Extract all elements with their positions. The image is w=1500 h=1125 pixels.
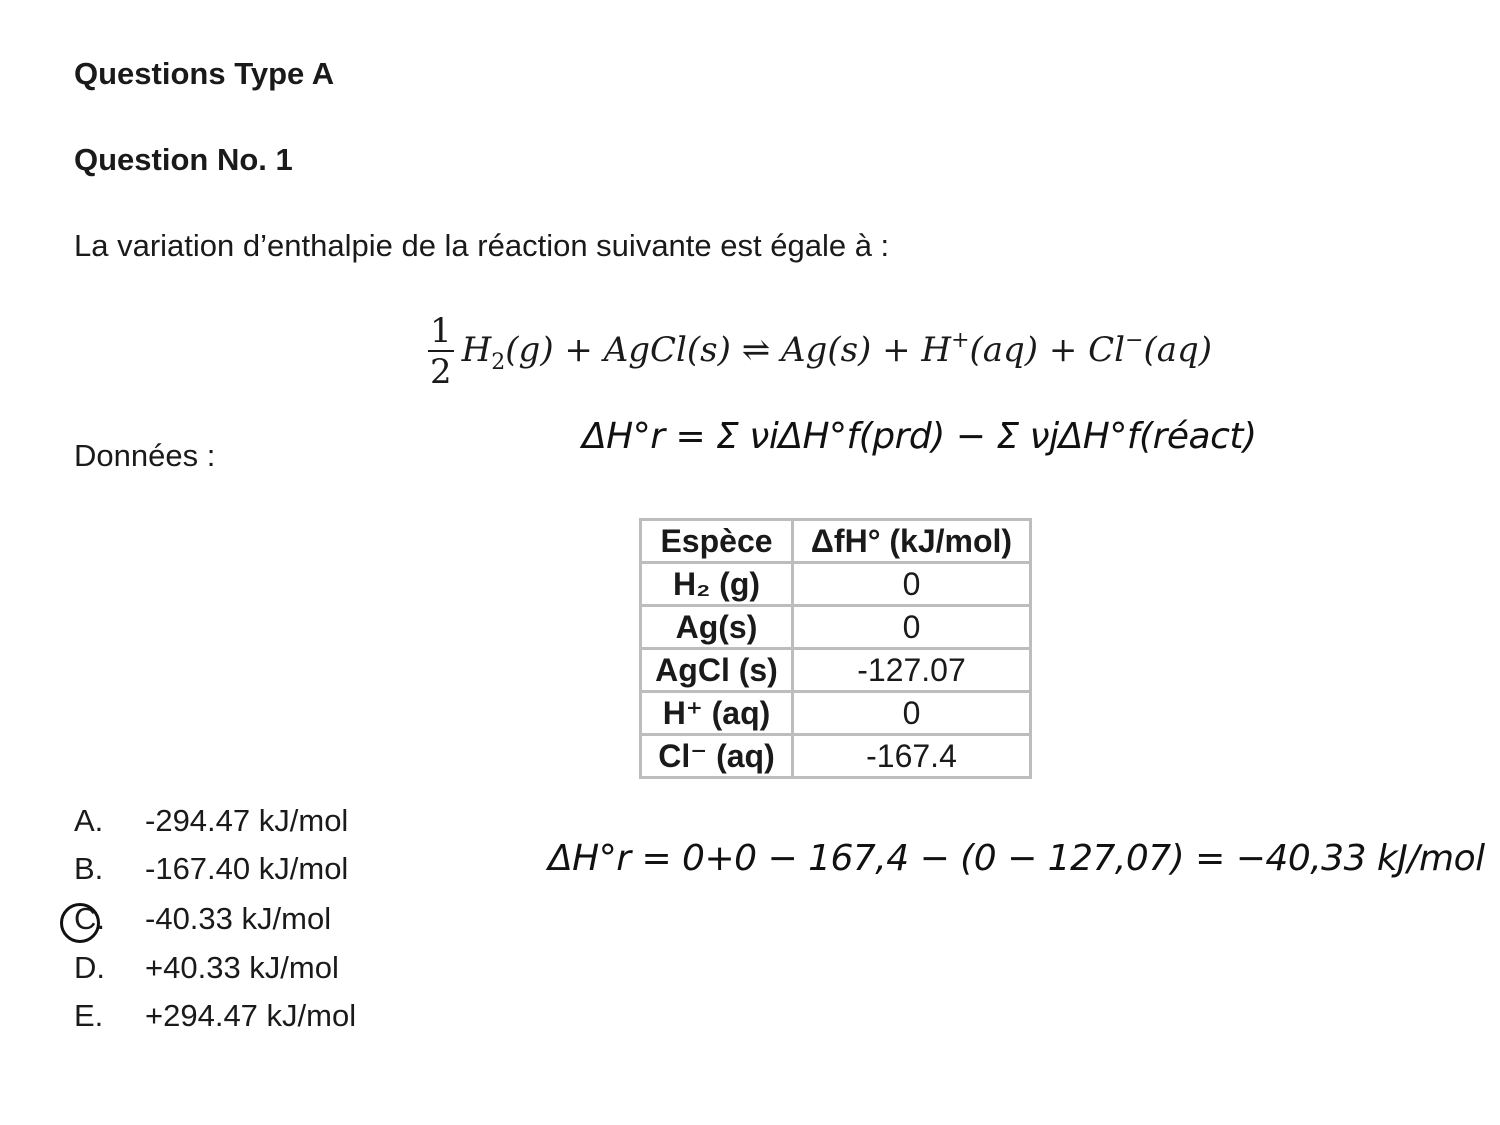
option-b[interactable]: B. -167.40 kJ/mol bbox=[74, 851, 349, 886]
option-a[interactable]: A. -294.47 kJ/mol bbox=[74, 803, 349, 838]
value-cell: -127.07 bbox=[793, 649, 1031, 692]
value-cell: 0 bbox=[793, 692, 1031, 735]
selected-answer-circle-icon bbox=[60, 903, 100, 943]
species-cell: Ag(s) bbox=[641, 606, 793, 649]
handwritten-formula: ΔH°r = Σ νiΔH°f(prd) − Σ νjΔH°f(réact) bbox=[582, 416, 1257, 457]
header-species: Espèce bbox=[641, 520, 793, 563]
value-cell: 0 bbox=[793, 606, 1031, 649]
header-enthalpy: ΔfH° (kJ/mol) bbox=[793, 520, 1031, 563]
species-cell: H₂ (g) bbox=[641, 563, 793, 606]
table-row bbox=[641, 563, 1031, 606]
species-cell: Cl⁻ (aq) bbox=[641, 735, 793, 778]
donnees-label: Données : bbox=[74, 438, 216, 473]
question-number: Question No. 1 bbox=[74, 142, 293, 177]
table-row bbox=[641, 735, 1031, 778]
enthalpy-table bbox=[639, 518, 1032, 779]
value-cell: 0 bbox=[793, 563, 1031, 606]
half-fraction: $\frac{1}{2}$ bbox=[430, 311, 452, 392]
reaction-equation: $\frac{1}{2}$ $H_2(g)$ + AgCl(s) ⇌ Ag(s) + H+(aq) + Cl−(aq) bbox=[430, 311, 1213, 392]
table-row bbox=[641, 606, 1031, 649]
species-cell: H⁺ (aq) bbox=[641, 692, 793, 735]
table-header-row bbox=[641, 520, 1031, 563]
handwritten-calculation: ΔH°r = 0+0 − 167,4 − (0 − 127,07) = −40,33 kJ/mol bbox=[548, 838, 1485, 879]
option-d[interactable]: D. +40.33 kJ/mol bbox=[74, 950, 339, 985]
species-cell: AgCl (s) bbox=[641, 649, 793, 692]
option-c[interactable]: C. -40.33 kJ/mol bbox=[74, 901, 332, 936]
section-title: Questions Type A bbox=[74, 56, 335, 91]
option-e[interactable]: E. +294.47 kJ/mol bbox=[74, 998, 357, 1033]
question-prompt: La variation d’enthalpie de la réaction suivante est égale à : bbox=[74, 228, 890, 263]
table-row bbox=[641, 692, 1031, 735]
table-row bbox=[641, 649, 1031, 692]
value-cell: -167.4 bbox=[793, 735, 1031, 778]
